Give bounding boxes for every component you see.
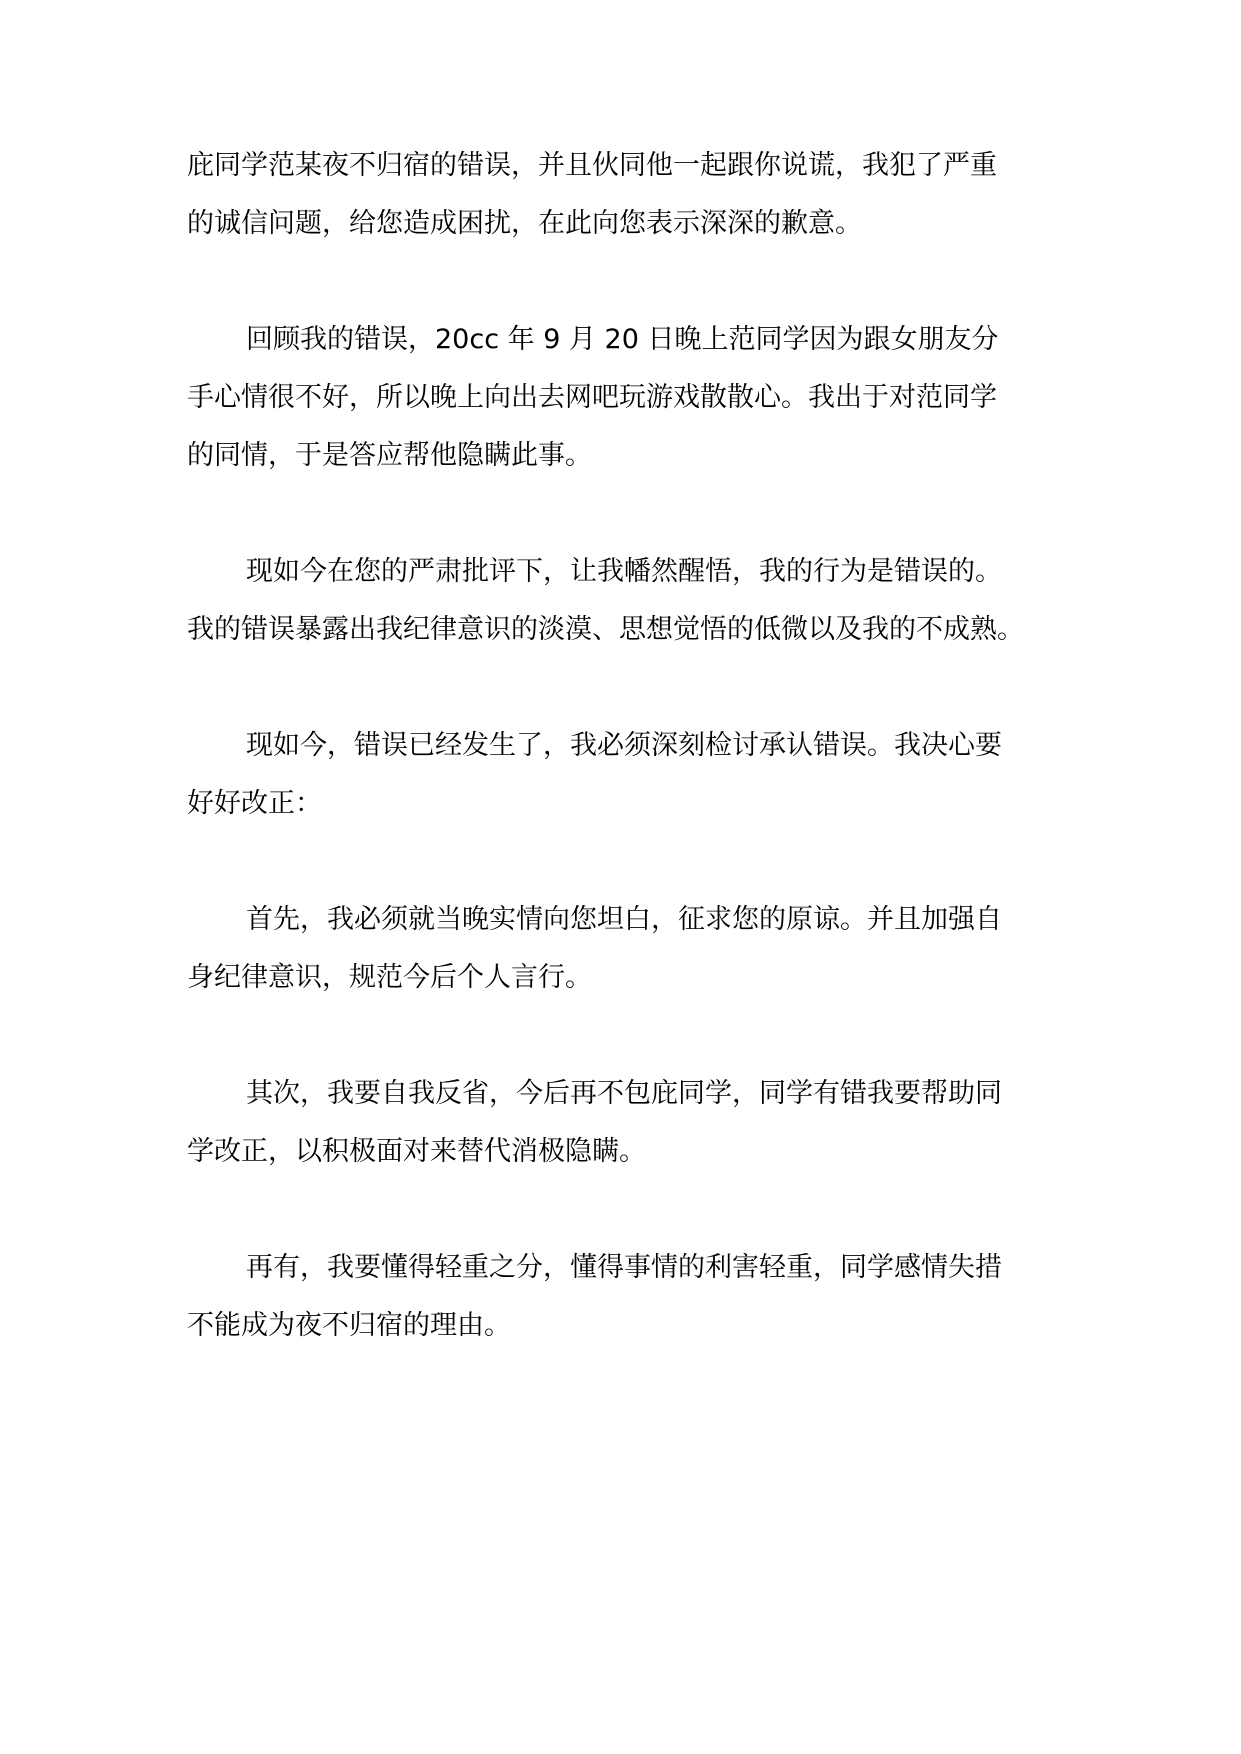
- paragraph-2-line-2: 手心情很不好，所以晚上向出去网吧玩游戏散散心。我出于对范同学: [187, 382, 997, 413]
- paragraph-1-line-2: 的诚信问题，给您造成困扰，在此向您表示深深的歉意。: [187, 208, 862, 239]
- paragraph-5-line-2: 身纪律意识，规范今后个人言行。: [187, 962, 592, 993]
- paragraph-5-line-1: 首先，我必须就当晚实情向您坦白，征求您的原谅。并且加强自: [246, 904, 1002, 935]
- paragraph-6-line-2: 学改正，以积极面对来替代消极隐瞒。: [187, 1136, 646, 1167]
- paragraph-2-line-3: 的同情，于是答应帮他隐瞒此事。: [187, 440, 592, 471]
- paragraph-3-line-1: 现如今在您的严肃批评下，让我幡然醒悟，我的行为是错误的。: [246, 556, 1002, 587]
- paragraph-1-line-1: 庇同学范某夜不归宿的错误，并且伙同他一起跟你说谎，我犯了严重: [187, 150, 997, 181]
- paragraph-7-line-1: 再有，我要懂得轻重之分，懂得事情的利害轻重，同学感情失措: [246, 1252, 1002, 1283]
- paragraph-7-line-2: 不能成为夜不归宿的理由。: [187, 1310, 511, 1341]
- paragraph-2-line-1: 回顾我的错误，20cc 年 9 月 20 日晚上范同学因为跟女朋友分: [246, 324, 999, 355]
- paragraph-4-line-2: 好好改正：: [187, 788, 322, 819]
- paragraph-6-line-1: 其次，我要自我反省，今后再不包庇同学，同学有错我要帮助同: [246, 1078, 1002, 1109]
- paragraph-3-line-2: 我的错误暴露出我纪律意识的淡漠、思想觉悟的低微以及我的不成熟。: [187, 614, 1024, 645]
- paragraph-4-line-1: 现如今，错误已经发生了，我必须深刻检讨承认错误。我决心要: [246, 730, 1002, 761]
